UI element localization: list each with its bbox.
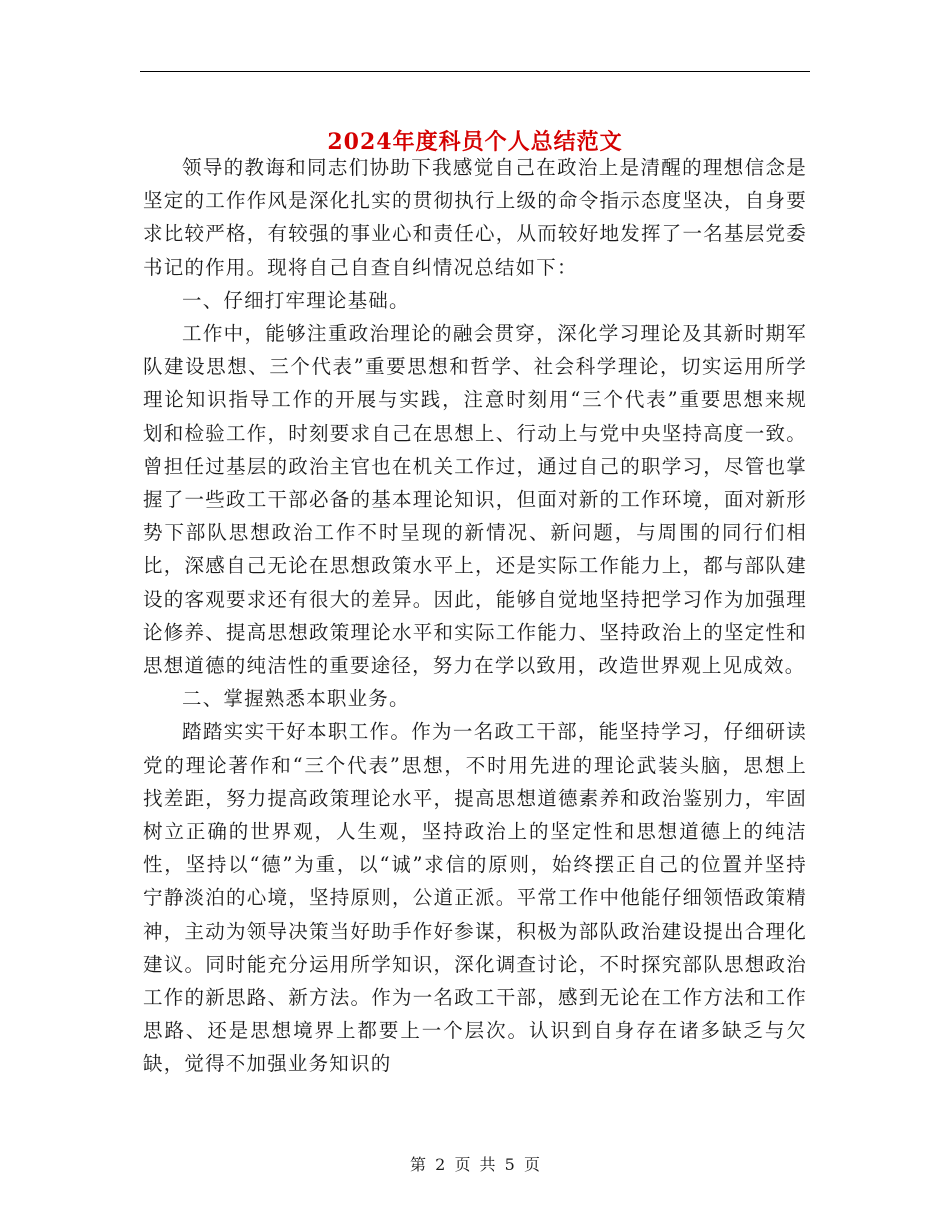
section-2-paragraph: 踏踏实实干好本职工作。作为一名政工干部，能坚持学习，仔细研读党的理论著作和“三个代表”思想，不时用先进的理论武装头脑，思想上找差距，努力提高政策理论水平，提高思想道德素养和政治鉴别力，牢固树立正确的世界观，人生观，坚持政治上的坚定性和思想道德上的纯洁性，坚持以“德”为重，以“诚”求信的原则，始终摆正自己的位置并坚持宁静淡泊的心境，坚持原则，公道正派。平常工作中他能仔细领悟政策精神，主动为领导决策当好助手作好参谋，积极为部队政治建设提出合理化建议。同时能充分运用所学知识，深化调查讨论，不时探究部队思想政治工作的新思路、新方法。作为一名政工干部，感到无论在工作方法和工作思路、还是思想境界上都要上一个层次。认识到自身存在诸多缺乏与欠缺，觉得不加强业务知识的 <box>143 720 807 1076</box>
page-label: 页 <box>454 1155 471 1174</box>
intro-paragraph: 领导的教诲和同志们协助下我感觉自己在政治上是清醒的理想信念是坚定的工作作风是深化扎实的贯彻执行上级的命令指示态度坚决，自身要求比较严格，有较强的事业心和责任心，从而较好地发挥了一名基层党委书记的作用。现将自己自查自纠情况总结如下： <box>143 156 807 279</box>
total-pages-number: 5 <box>504 1155 515 1174</box>
section-1-paragraph: 工作中，能够注重政治理论的融会贯穿，深化学习理论及其新时期军队建设思想、三个代表”重要思想和哲学、社会科学理论，切实运用所学理论知识指导工作的开展与实践，注意时刻用“三个代表”重要思想来规划和检验工作，时刻要求自己在思想上、行动上与党中央坚持高度一致。曾担任过基层的政治主官也在机关工作过，通过自己的职学习，尽管也掌握了一些政工干部必备的基本理论知识，但面对新的工作环境，面对新形势下部队思想政治工作不时呈现的新情况、新问题，与周围的同行们相比，深感自己无论在思想政策水平上，还是实际工作能力上，都与部队建设的客观要求还有很大的差异。因此，能够自觉地坚持把学习作为加强理论修养、提高思想政策理论水平和实际工作能力、坚持政治上的坚定性和思想道德的纯洁性的重要途径，努力在学以致用，改造世界观上见成效。 <box>143 322 807 678</box>
page-footer <box>0 1154 950 1176</box>
section-heading-1: 一、仔细打牢理论基础。 <box>182 288 410 312</box>
section-heading-2: 二、掌握熟悉本职业务。 <box>182 687 410 711</box>
document-title: 2024年度科员个人总结范文 <box>327 128 623 155</box>
page-prefix: 第 <box>410 1155 427 1174</box>
total-suffix: 页 <box>523 1155 540 1174</box>
current-page-number: 2 <box>435 1155 446 1174</box>
total-prefix: 共 <box>479 1155 496 1174</box>
document-body <box>143 151 807 1081</box>
header-rule <box>140 71 810 72</box>
